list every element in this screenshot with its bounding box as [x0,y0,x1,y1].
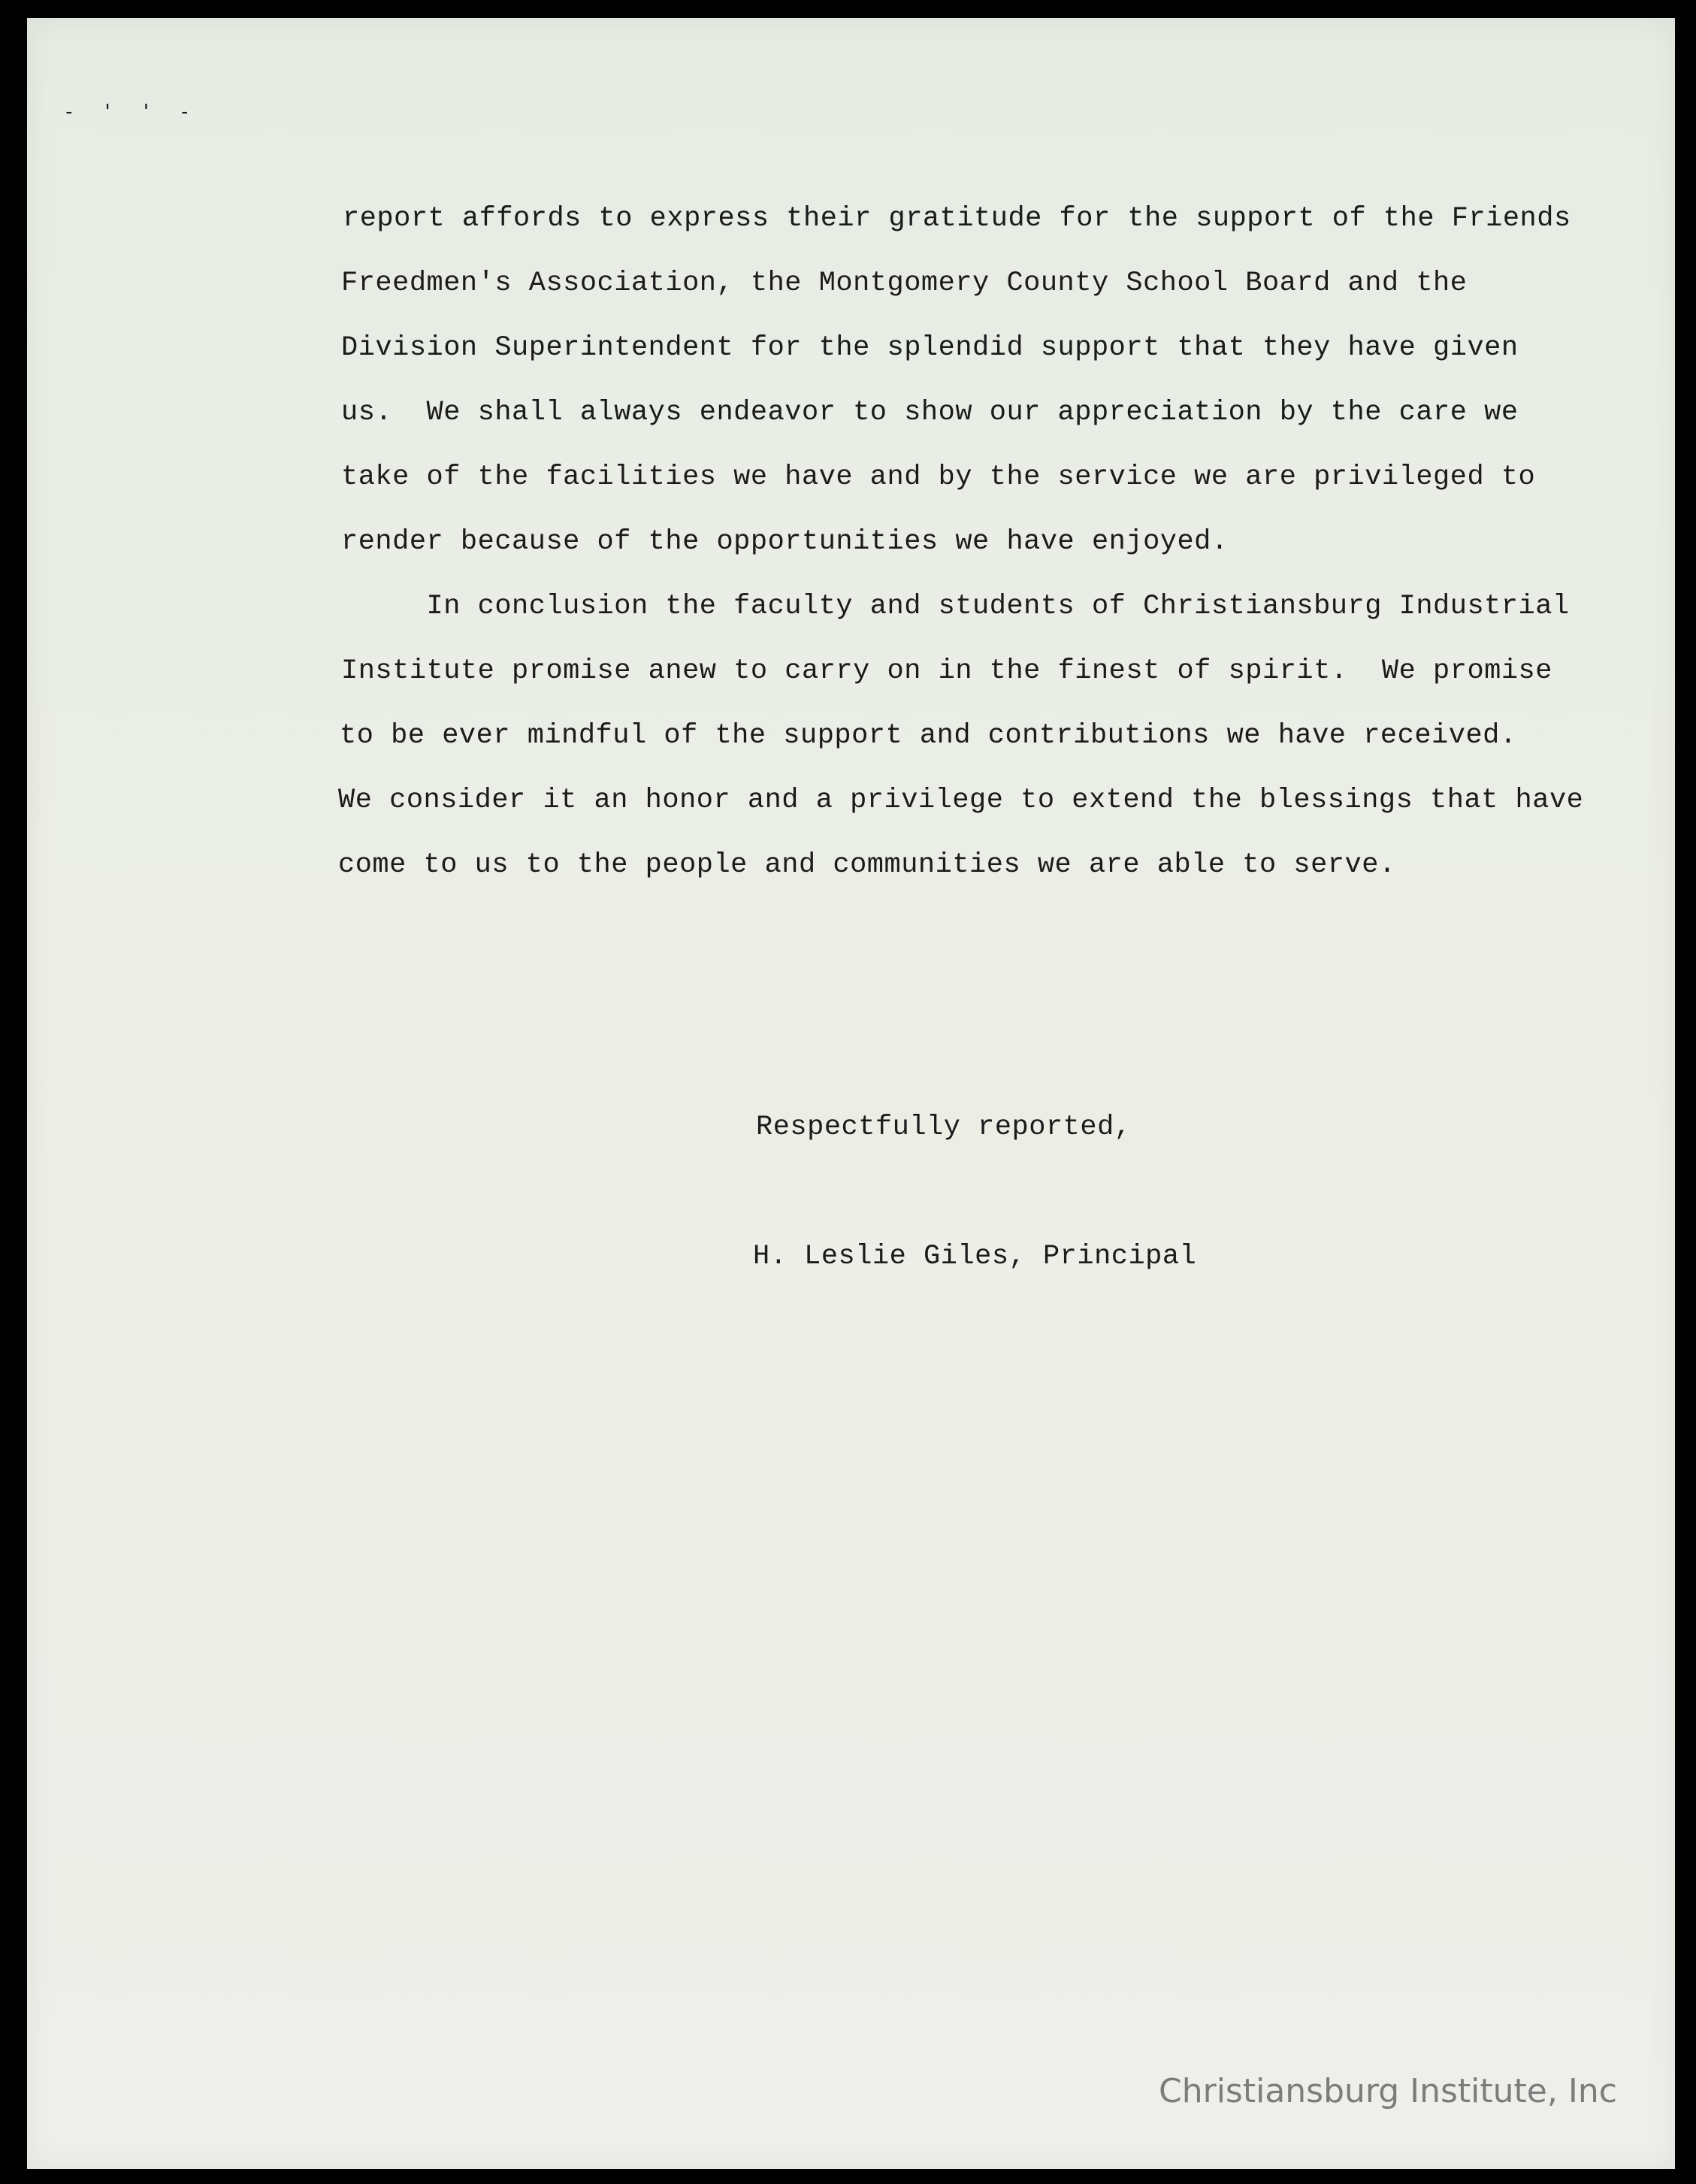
body-line: render because of the opportunities we have enjoyed. [341,526,1229,558]
body-line: In conclusion the faculty and students of Christiansburg Industrial [341,591,1570,622]
body-line: report affords to express their gratitude for the support of the Friends [343,203,1571,234]
watermark: Christiansburg Institute, Inc [1159,2072,1617,2110]
body-line: us. We shall always endeavor to show our appreciation by the care we [341,397,1519,428]
body-line: Freedmen's Association, the Montgomery County School Board and the [341,268,1468,299]
body-line: Division Superintendent for the splendid support that they have given [341,332,1519,364]
body-line: come to us to the people and communities we are able to serve. [338,849,1396,881]
corner-marks: - ' ' - [63,101,198,123]
body-line: Institute promise anew to carry on in the finest of spirit. We promise [341,655,1552,687]
document-page [27,18,1675,2169]
body-line: We consider it an honor and a privilege to extend the blessings that have [338,785,1584,816]
signature-line: H. Leslie Giles, Principal [753,1241,1197,1272]
body-line: to be ever mindful of the support and contributions we have received. [340,720,1517,752]
closing-line: Respectfully reported, [756,1112,1132,1143]
body-line: take of the facilities we have and by the service we are privileged to [341,461,1536,493]
